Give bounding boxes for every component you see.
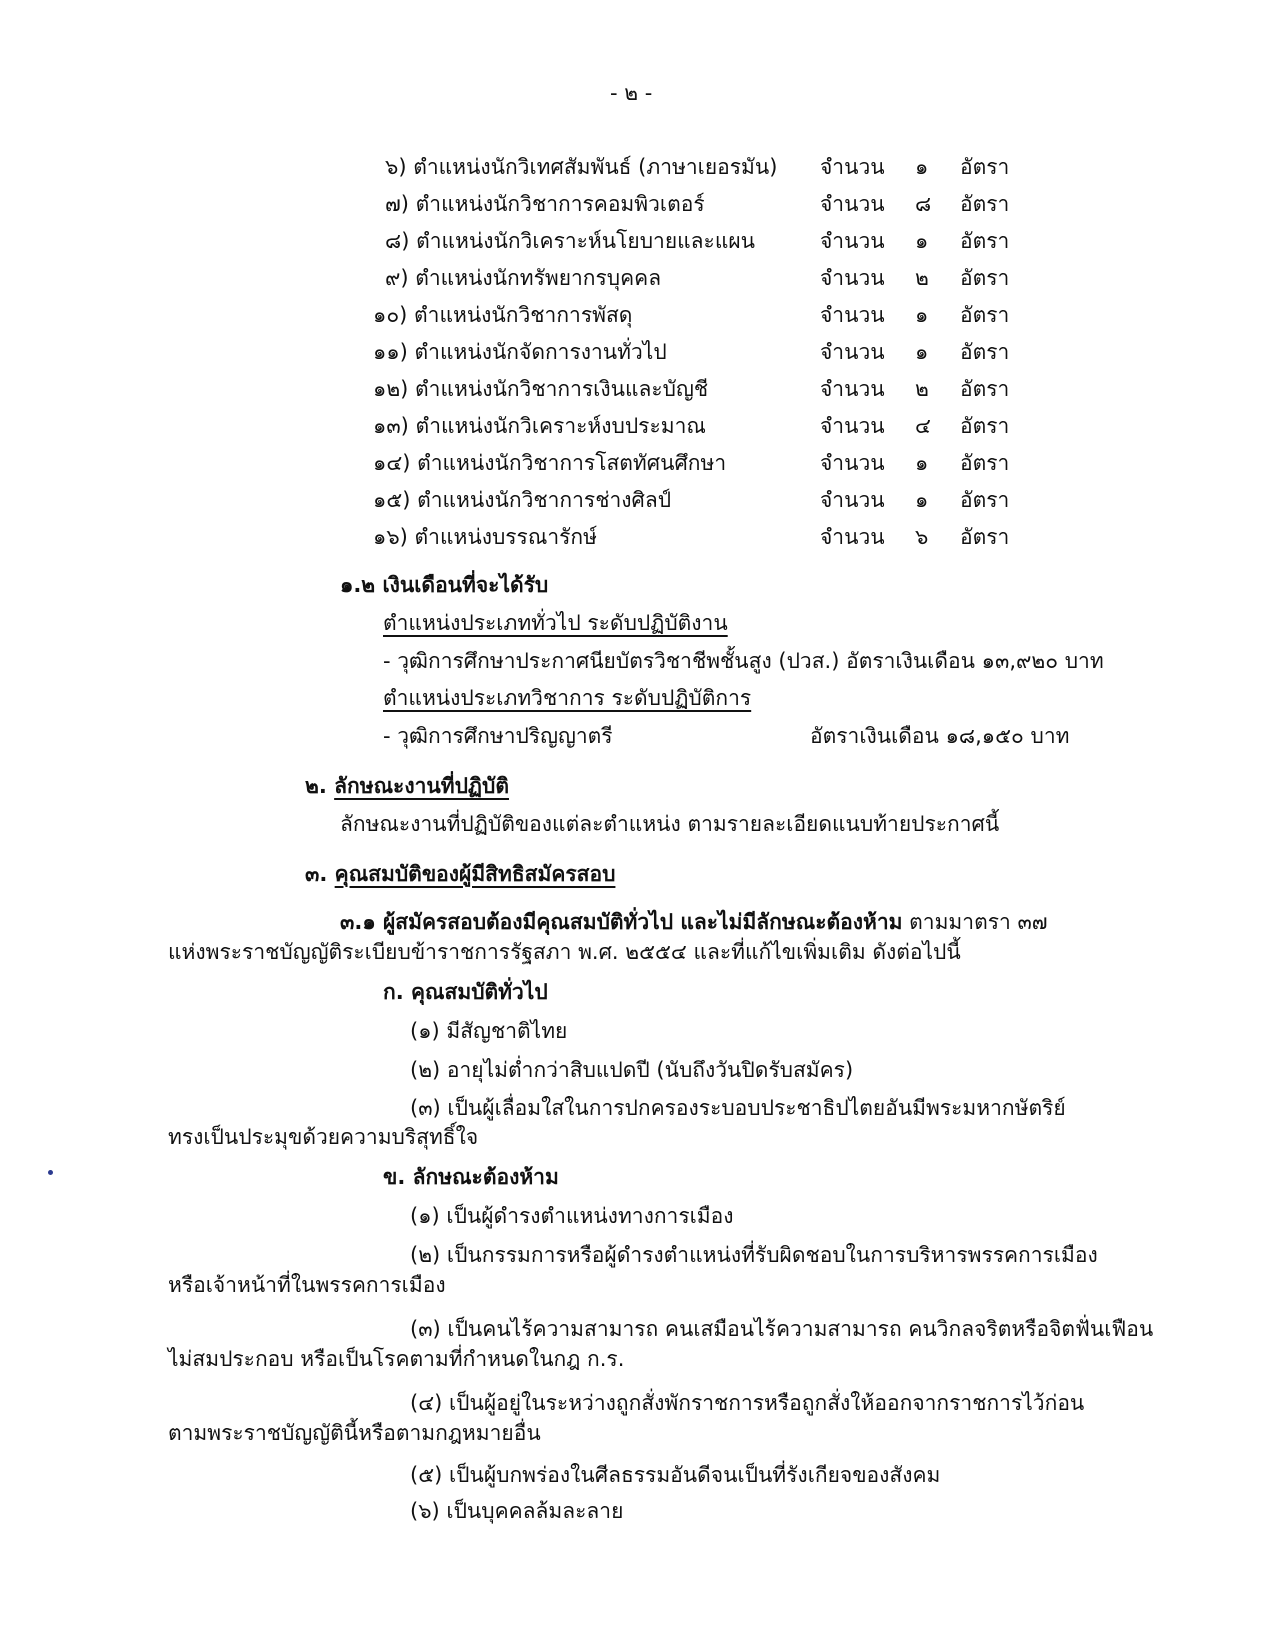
section2-number: ๒. [305, 774, 327, 798]
general-qualifications-heading: ก. คุณสมบัติทั่วไป [383, 980, 548, 1004]
position-unit: อัตรา [960, 229, 1010, 253]
prohibited-heading: ข. ลักษณะต้องห้าม [383, 1165, 559, 1189]
position-unit: อัตรา [960, 488, 1010, 512]
general-item-3-line1: (๓) เป็นผู้เลื่อมใสในการปกครองระบอบประชาธิปไตยอันมีพระมหากษัตริย์ [410, 1096, 1066, 1120]
position-count: ๒ [915, 377, 929, 401]
position-count: ๑ [915, 451, 929, 475]
position-amount-word: จำนวน [820, 155, 885, 179]
prohibited-item-2-line1: (๒) เป็นกรรมการหรือผู้ดำรงตำแหน่งที่รับผิดชอบในการบริหารพรรคการเมือง [410, 1243, 1098, 1267]
position-amount-word: จำนวน [820, 303, 885, 327]
page-number: - ๒ - [610, 81, 653, 105]
position-label: ๑๖) ตำแหน่งบรรณารักษ์ [373, 525, 597, 549]
position-label: ๖) ตำแหน่งนักวิเทศสัมพันธ์ (ภาษาเยอรมัน) [385, 155, 778, 179]
general-salary-line: - วุฒิการศึกษาประกาศนียบัตรวิชาชีพชั้นสูง (ปวส.) อัตราเงินเดือน ๑๓,๙๒๐ บาท [383, 649, 1104, 673]
position-label: ๘) ตำแหน่งนักวิเคราะห์นโยบายและแผน [385, 229, 756, 253]
position-count: ๒ [915, 266, 929, 290]
general-item-3-line2: ทรงเป็นประมุขด้วยความบริสุทธิ์ใจ [168, 1125, 479, 1149]
prohibited-item-1: (๑) เป็นผู้ดำรงตำแหน่งทางการเมือง [410, 1204, 734, 1228]
prohibited-item-3-line1: (๓) เป็นคนไร้ความสามารถ คนเสมือนไร้ความสามารถ คนวิกลจริตหรือจิตฟั่นเฟือน [410, 1317, 1154, 1341]
prohibited-item-6: (๖) เป็นบุคคลล้มละลาย [410, 1499, 624, 1523]
position-amount-word: จำนวน [820, 414, 885, 438]
prohibited-item-2-line2: หรือเจ้าหน้าที่ในพรรคการเมือง [168, 1273, 446, 1297]
section3-1-bold: ๓.๑ ผู้สมัครสอบต้องมีคุณสมบัติทั่วไป และไม่มีลักษณะต้องห้าม [340, 910, 903, 934]
general-item-1: (๑) มีสัญชาติไทย [410, 1019, 568, 1043]
stray-mark [48, 1170, 53, 1175]
general-item-2: (๒) อายุไม่ต่ำกว่าสิบแปดปี (นับถึงวันปิดรับสมัคร) [410, 1058, 854, 1082]
position-label: ๑๒) ตำแหน่งนักวิชาการเงินและบัญชี [373, 377, 709, 401]
position-count: ๑ [915, 303, 929, 327]
position-unit: อัตรา [960, 377, 1010, 401]
academic-type-label: ตำแหน่งประเภทวิชาการ ระดับปฏิบัติการ [383, 686, 752, 710]
prohibited-item-4-line2: ตามพระราชบัญญัตินี้หรือตามกฎหมายอื่น [168, 1421, 541, 1445]
position-amount-word: จำนวน [820, 377, 885, 401]
position-unit: อัตรา [960, 266, 1010, 290]
section3-1-rest: ตามมาตรา ๓๗ [909, 910, 1048, 934]
position-count: ๑ [915, 155, 929, 179]
section3-title: คุณสมบัติของผู้มีสิทธิสมัครสอบ [334, 862, 616, 886]
section3-1-line2: แห่งพระราชบัญญัติระเบียบข้าราชการรัฐสภา พ.ศ. ๒๕๕๔ และที่แก้ไขเพิ่มเติม ดังต่อไปนี้ [168, 940, 961, 964]
position-count: ๖ [915, 525, 929, 549]
position-unit: อัตรา [960, 155, 1010, 179]
position-label: ๑๑) ตำแหน่งนักจัดการงานทั่วไป [373, 340, 667, 364]
position-unit: อัตรา [960, 414, 1010, 438]
section3-heading [305, 859, 615, 889]
academic-rate: อัตราเงินเดือน ๑๘,๑๕๐ บาท [810, 724, 1070, 748]
position-amount-word: จำนวน [820, 488, 885, 512]
section2-heading [305, 771, 509, 801]
position-amount-word: จำนวน [820, 340, 885, 364]
position-label: ๑๓) ตำแหน่งนักวิเคราะห์งบประมาณ [373, 414, 706, 438]
section3-number: ๓. [305, 862, 328, 886]
prohibited-item-3-line2: ไม่สมประกอบ หรือเป็นโรคตามที่กำหนดในกฎ ก.ร. [168, 1347, 625, 1371]
salary-heading: ๑.๒ เงินเดือนที่จะได้รับ [340, 573, 549, 597]
section2-text: ลักษณะงานที่ปฏิบัติของแต่ละตำแหน่ง ตามรายละเอียดแนบท้ายประกาศนี้ [340, 812, 1000, 836]
position-label: ๑๕) ตำแหน่งนักวิชาการช่างศิลป์ [373, 488, 672, 512]
position-label: ๗) ตำแหน่งนักวิชาการคอมพิวเตอร์ [385, 192, 705, 216]
position-count: ๑ [915, 229, 929, 253]
position-label: ๑๔) ตำแหน่งนักวิชาการโสตทัศนศึกษา [373, 451, 727, 475]
general-type-label: ตำแหน่งประเภททั่วไป ระดับปฏิบัติงาน [383, 611, 728, 635]
position-count: ๔ [915, 414, 931, 438]
section2-title: ลักษณะงานที่ปฏิบัติ [334, 774, 509, 798]
position-amount-word: จำนวน [820, 525, 885, 549]
position-amount-word: จำนวน [820, 451, 885, 475]
position-unit: อัตรา [960, 303, 1010, 327]
position-amount-word: จำนวน [820, 229, 885, 253]
position-label: ๙) ตำแหน่งนักทรัพยากรบุคคล [385, 266, 662, 290]
position-unit: อัตรา [960, 451, 1010, 475]
prohibited-item-4-line1: (๔) เป็นผู้อยู่ในระหว่างถูกสั่งพักราชการหรือถูกสั่งให้ออกจากราชการไว้ก่อน [410, 1391, 1085, 1415]
position-label: ๑๐) ตำแหน่งนักวิชาการพัสดุ [373, 303, 633, 327]
position-count: ๑ [915, 340, 929, 364]
section3-1-line1 [340, 907, 1048, 937]
position-amount-word: จำนวน [820, 266, 885, 290]
position-unit: อัตรา [960, 340, 1010, 364]
position-count: ๘ [915, 192, 932, 216]
position-unit: อัตรา [960, 192, 1010, 216]
academic-degree: - วุฒิการศึกษาปริญญาตรี [383, 724, 613, 748]
position-count: ๑ [915, 488, 929, 512]
position-amount-word: จำนวน [820, 192, 885, 216]
prohibited-item-5: (๕) เป็นผู้บกพร่องในศีลธรรมอันดีจนเป็นที่รังเกียจของสังคม [410, 1463, 941, 1487]
position-unit: อัตรา [960, 525, 1010, 549]
